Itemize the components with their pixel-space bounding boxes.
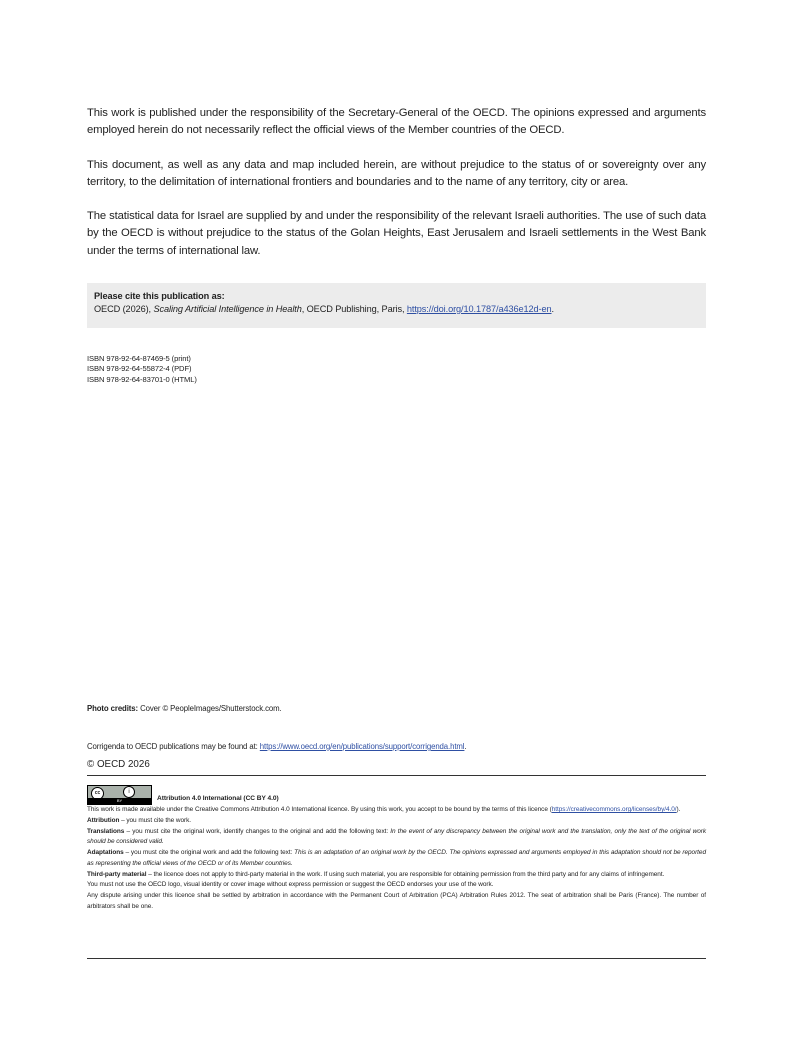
photo-credits-text: Cover © PeopleImages/Shutterstock.com. <box>138 704 282 713</box>
corrigenda-text: Corrigenda to OECD publications may be found at: <box>87 742 260 751</box>
translations-italic: In the event of any discrepancy between the original work and the translation, only the text of the original work should be considered valid. <box>87 827 706 846</box>
by-label: BY <box>88 798 151 804</box>
disclaimer-paragraph-2: This document, as well as any data and map included herein, are without prejudice to the status of or sovereignty over any territory, to the delimitation of international frontiers and boundaries and to the name of any territory, city or area. <box>87 159 706 189</box>
person-icon: i <box>123 786 135 798</box>
licence-third-party <box>87 870 706 881</box>
disclaimer-paragraph-3: The statistical data for Israel are supplied by and under the responsibility of the relevant Israeli authorities. The use of such data by the OECD is without prejudice to the status of the Golan Heights, East Jerusalem and Israeli settlements in the West Bank under the terms of international law. <box>87 210 706 257</box>
corrigenda <box>87 742 467 751</box>
cc-icon: cc <box>91 787 104 800</box>
isbn-list <box>87 354 197 385</box>
translations-label: Translations <box>87 827 125 835</box>
citation-text <box>94 303 700 316</box>
licence-intro-text: This work is made available under the Creative Commons Attribution 4.0 International licence. By using this work, you accept to be bound by the terms of this licence ( <box>87 806 552 813</box>
licence-translations <box>87 827 706 849</box>
citation-end: . <box>551 304 554 314</box>
licence-dispute: Any dispute arising under this licence shall be settled by arbitration in accordance with the Permanent Court of Arbitration (PCA) Arbitration Rules 2012. The seat of arbitration shall be Paris (France). The number of arbitrators shall be one. <box>87 892 706 910</box>
licence-title: Attribution 4.0 International (CC BY 4.0) <box>157 795 279 803</box>
licence-attribution <box>87 816 706 827</box>
corrigenda-link[interactable]: https://www.oecd.org/en/publications/support/corrigenda.html <box>259 742 465 751</box>
divider-bottom <box>87 958 706 959</box>
licence-adaptations <box>87 848 706 870</box>
licence-intro-end: ). <box>676 806 681 813</box>
adaptations-label: Adaptations <box>87 849 124 856</box>
divider-top <box>87 775 706 776</box>
isbn-pdf: ISBN 978-92-64-55872-4 (PDF) <box>87 364 192 374</box>
citation-heading: Please cite this publication as: <box>94 291 225 301</box>
licence-block <box>87 784 706 913</box>
licence-intro <box>87 805 706 816</box>
translations-text: – you must cite the original work, identify changes to the original and add the following text: <box>124 827 391 835</box>
citation-publisher: , OECD Publishing, Paris, <box>301 304 407 314</box>
third-party-label: Third-party material <box>87 870 147 878</box>
adaptations-text: – you must cite the original work and add the following text: <box>123 849 295 856</box>
citation-title: Scaling Artificial Intelligence in Health <box>153 304 302 314</box>
attribution-text: – you must cite the work. <box>119 816 192 824</box>
citation-prefix: OECD (2026), <box>94 304 154 314</box>
adaptations-italic: This is an adaptation of an original work by the OECD. The opinions expressed and arguments employed in this adaptation should not be reported as representing the official views of the OECD or of its Member countries. <box>87 849 706 867</box>
licence-logo-use: You must not use the OECD logo, visual identity or cover image without express permission or suggest the OECD endorses your use of the work. <box>87 881 494 889</box>
attribution-label: Attribution <box>87 816 120 824</box>
cc-by-logo <box>87 785 152 805</box>
third-party-text: – the licence does not apply to third-party material in the work. If using such material, you are responsible for obtaining permission from the third party and for any claims of infringement. <box>146 870 665 878</box>
copyright: © OECD 2026 <box>87 759 150 770</box>
disclaimer-paragraph-1: This work is published under the responsibility of the Secretary-General of the OECD. The opinions expressed and arguments employed herein do not necessarily reflect the official views of the Member countries of the OECD. <box>87 107 706 137</box>
photo-credits <box>87 704 282 713</box>
licence-url-link[interactable]: https://creativecommons.org/licenses/by/4.0/ <box>551 806 677 813</box>
isbn-html: ISBN 978-92-64-83701-0 (HTML) <box>87 374 197 384</box>
citation-box <box>87 283 706 328</box>
corrigenda-end: . <box>464 742 467 751</box>
citation-doi-link[interactable]: https://doi.org/10.1787/a436e12d-en <box>406 304 552 314</box>
isbn-print: ISBN 978-92-64-87469-5 (print) <box>87 354 191 363</box>
photo-credits-label: Photo credits: <box>87 704 139 713</box>
